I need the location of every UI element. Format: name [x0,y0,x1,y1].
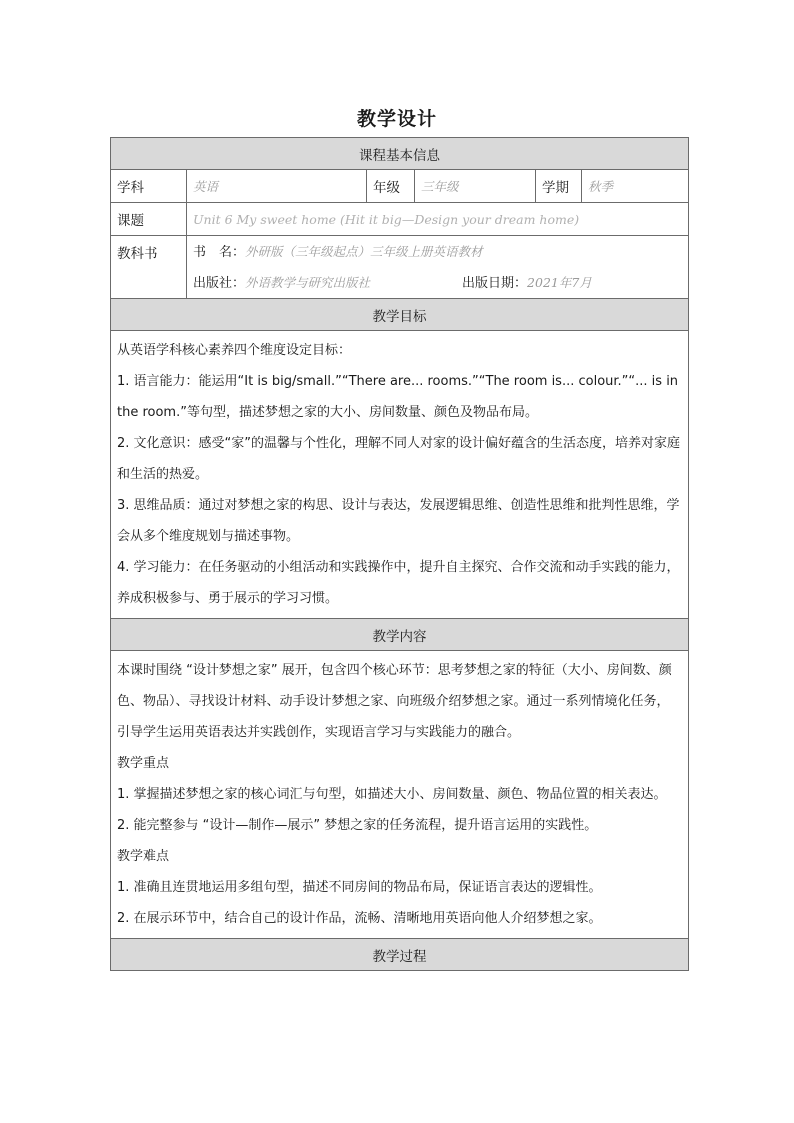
topic-row [111,203,689,236]
grade-label: 年级 [367,170,415,203]
lesson-plan-table [110,137,689,971]
process-header-row [111,939,689,971]
subject-row [111,170,689,203]
term-value: 秋季 [582,170,689,203]
difficulty-item: 1. 准确且连贯地运用多组句型，描述不同房间的物品布局，保证语言表达的逻辑性。 [117,880,602,895]
content-summary: 本课时围绕 “设计梦想之家” 展开，包含四个核心环节：思考梦想之家的特征（大小、房间数、颜色、物品）、寻找设计材料、动手设计梦想之家、向班级介绍梦想之家。通过一系列情境化任务，引导学生运用英语表达并实践创作，实现语言学习与实践能力的融合。 [117,663,672,740]
objective-item: 1. 语言能力：能运用“It is big/small.”“There are... rooms.”“The room is... colour.”“... is in the room.”等句型，描述梦想之家的大小、房间数量、颜色及物品布局。 [117,374,679,420]
topic-label: 课题 [111,203,187,236]
objective-item: 4. 学习能力：在任务驱动的小组活动和实践操作中，提升自主探究、合作交流和动手实践的能力，养成积极参与、勇于展示的学习习惯。 [117,560,680,606]
basic-info-header-row [111,138,689,170]
content-header: 教学内容 [111,619,689,651]
difficulties-label: 教学难点 [117,849,170,864]
document-title: 教学设计 [356,108,437,130]
topic-value: Unit 6 My sweet home (Hit it big—Design your dream home) [187,203,689,236]
objectives-body [111,331,689,619]
content-body [111,651,689,939]
pub-date-value: 2021年7月 [527,275,592,290]
term-label: 学期 [536,170,582,203]
key-point-item: 2. 能完整参与 “设计—制作—展示” 梦想之家的任务流程，提升语言运用的实践性。 [117,818,598,833]
pub-date-label: 出版日期： [462,276,528,291]
content-row [111,651,689,939]
objectives-header-row [111,299,689,331]
publisher-line [193,267,682,298]
grade-value: 三年级 [415,170,536,203]
book-name-label: 书 名： [193,245,246,260]
content-header-row [111,619,689,651]
textbook-label: 教科书 [111,236,187,299]
textbook-row [111,236,689,299]
difficulty-item: 2. 在展示环节中，结合自己的设计作品，流畅、清晰地用英语向他人介绍梦想之家。 [117,911,602,926]
book-name-line [193,236,682,267]
key-point-item: 1. 掌握描述梦想之家的核心词汇与句型，如描述大小、房间数量、颜色、物品位置的相关表达。 [117,787,667,802]
objectives-intro: 从英语学科核心素养四个维度设定目标： [117,343,352,358]
textbook-details [187,236,689,299]
subject-label: 学科 [111,170,187,203]
book-name-value: 外研版（三年级起点）三年级上册英语教材 [245,244,483,259]
publisher-value: 外语教学与研究出版社 [245,275,371,290]
process-header: 教学过程 [111,939,689,971]
objectives-header: 教学目标 [111,299,689,331]
objectives-row [111,331,689,619]
objective-item: 2. 文化意识：感受“家”的温馨与个性化，理解不同人对家的设计偏好蕴含的生活态度，培养对家庭和生活的热爱。 [117,436,681,482]
objective-item: 3. 思维品质：通过对梦想之家的构思、设计与表达，发展逻辑思维、创造性思维和批判性思维，学会从多个维度规划与描述事物。 [117,498,680,544]
publisher-label: 出版社： [193,276,246,291]
basic-info-header: 课程基本信息 [111,138,689,170]
subject-value: 英语 [187,170,367,203]
key-points-label: 教学重点 [117,756,170,771]
